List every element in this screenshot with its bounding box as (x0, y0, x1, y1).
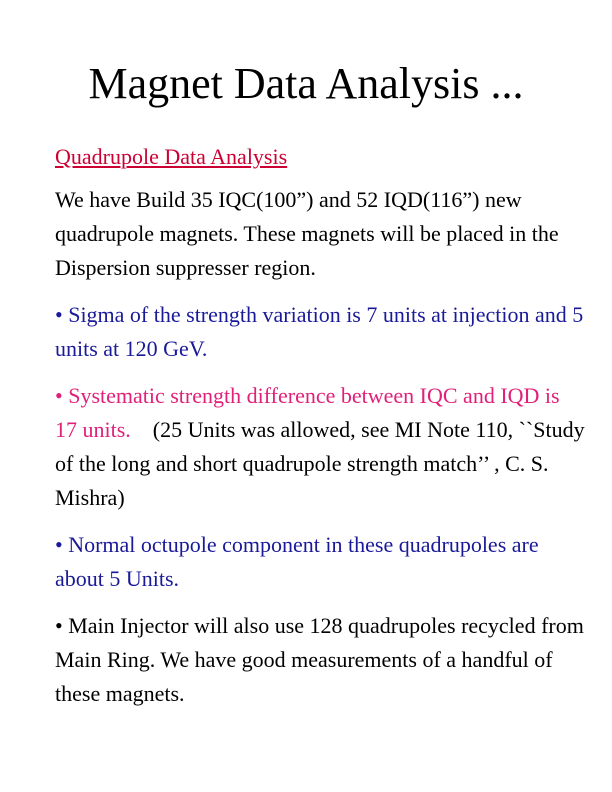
bullet-recycled: • Main Injector will also use 128 quadrupoles recycled from Main Ring. We have good measurements of a handful of these magnets. (55, 613, 584, 706)
bullet-sigma: • Sigma of the strength variation is 7 units at injection and 5 units at 120 GeV. (55, 302, 584, 361)
systematic-note: (25 Units was allowed, see MI Note 110, ``Study of the long and short quadrupole strength match’’ , C. S. Mishra) (55, 417, 585, 510)
slide-content (55, 140, 585, 724)
section-subtitle: Quadrupole Data Analysis (55, 144, 288, 169)
intro-paragraph: We have Build 35 IQC(100”) and 52 IQD(116”) new quadrupole magnets. These magnets will be placed in the Dispersion suppresser region. (55, 187, 559, 280)
page-title: Magnet Data Analysis ... (88, 59, 524, 108)
bullet-systematic (55, 379, 585, 515)
bullet-octupole: • Normal octupole component in these quadrupoles are about 5 Units. (55, 532, 539, 591)
systematic-highlight: • Systematic strength difference between IQC and IQD is 17 units. (55, 383, 560, 442)
